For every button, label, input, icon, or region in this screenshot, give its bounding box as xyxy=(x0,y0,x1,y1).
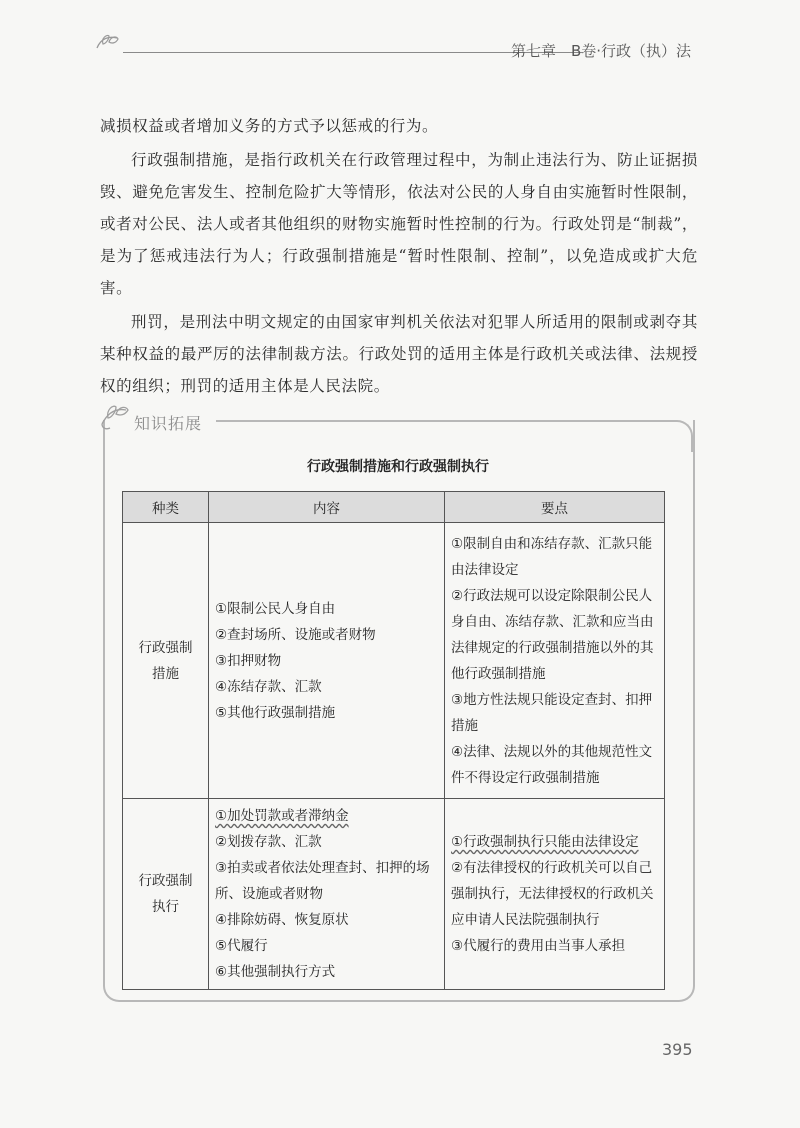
point-item: ①行政强制执行只能由法律设定 xyxy=(451,834,639,850)
running-header xyxy=(95,30,695,70)
leaf-icon xyxy=(95,32,121,52)
category-cell: 行政强制 措施 xyxy=(123,523,209,799)
chapter-title: 第七章 B卷·行政（执）法 xyxy=(510,42,691,60)
header-category: 种类 xyxy=(123,492,209,523)
paragraph-2: 行政强制措施，是指行政机关在行政管理过程中，为制止违法行为、防止证据损毁、避免危害发生、控制危险扩大等情形，依法对公民的人身自由实施暂时性限制，或者对公民、法人或者其他组织的财物实施暂时性控制的行为。行政处罚是“制裁”，是为了惩戒违法行为人；行政强制措施是“暂时性限制、控制”，以免造成或扩大危害。 xyxy=(100,151,698,297)
content-item: ②划拨存款、汇款 xyxy=(215,834,322,850)
leaf-icon xyxy=(98,398,132,432)
table-header-row xyxy=(123,492,665,523)
knowledge-heading xyxy=(98,398,228,438)
header-points: 要点 xyxy=(445,492,665,523)
content-item: ⑤其他行政强制措施 xyxy=(215,704,336,721)
point-item: ④法律、法规以外的其他规范性文件不得设定行政强制措施 xyxy=(451,743,653,786)
table-row xyxy=(123,523,665,799)
content-item: ①限制公民人身自由 xyxy=(215,600,336,617)
point-item: ③代履行的费用由当事人承担 xyxy=(451,938,626,954)
point-item: ②有法律授权的行政机关可以自己强制执行，无法律授权的行政机关应申请人民法院强制执行 xyxy=(451,860,654,928)
content-item: ⑤代履行 xyxy=(215,938,268,954)
content-item: ③扣押财物 xyxy=(215,652,282,669)
table-title: 行政强制措施和行政强制执行 xyxy=(307,459,489,475)
point-item: ③地方性法规只能设定查封、扣押措施 xyxy=(451,691,653,734)
table-row xyxy=(123,799,665,990)
point-item: ①限制自由和冻结存款、汇款只能由法律设定 xyxy=(451,535,653,578)
content-item: ④冻结存款、汇款 xyxy=(215,678,322,695)
content-item: ⑥其他强制执行方式 xyxy=(215,964,336,980)
header-content: 内容 xyxy=(209,492,445,523)
comparison-table xyxy=(122,491,665,990)
content-cell xyxy=(209,799,445,990)
content-cell xyxy=(209,523,445,799)
category-cell: 行政强制 执行 xyxy=(123,799,209,990)
body-text xyxy=(100,110,698,402)
content-item: ④排除妨碍、恢复原状 xyxy=(215,912,349,928)
points-cell xyxy=(445,523,665,799)
paragraph-3: 刑罚，是刑法中明文规定的由国家审判机关依法对犯罪人所适用的限制或剥夺其某种权益的最严厉的法律制裁方法。行政处罚的适用主体是行政机关或法律、法规授权的组织；刑罚的适用主体是人民法院。 xyxy=(100,313,698,395)
point-item: ②行政法规可以设定除限制公民人身自由、冻结存款、汇款和应当由法律规定的行政强制措施以外的其他行政强制措施 xyxy=(451,587,654,682)
content-item: ①加处罚款或者滞纳金 xyxy=(215,808,349,824)
page-number: 395 xyxy=(662,1040,693,1059)
knowledge-box-top-border xyxy=(216,420,693,452)
paragraph-1: 减损权益或者增加义务的方式予以惩戒的行为。 xyxy=(100,117,439,135)
content-item: ③拍卖或者依法处理查封、扣押的场所、设施或者财物 xyxy=(215,860,430,902)
content-item: ②查封场所、设施或者财物 xyxy=(215,626,376,643)
knowledge-title: 知识拓展 xyxy=(134,414,203,433)
points-cell xyxy=(445,799,665,990)
